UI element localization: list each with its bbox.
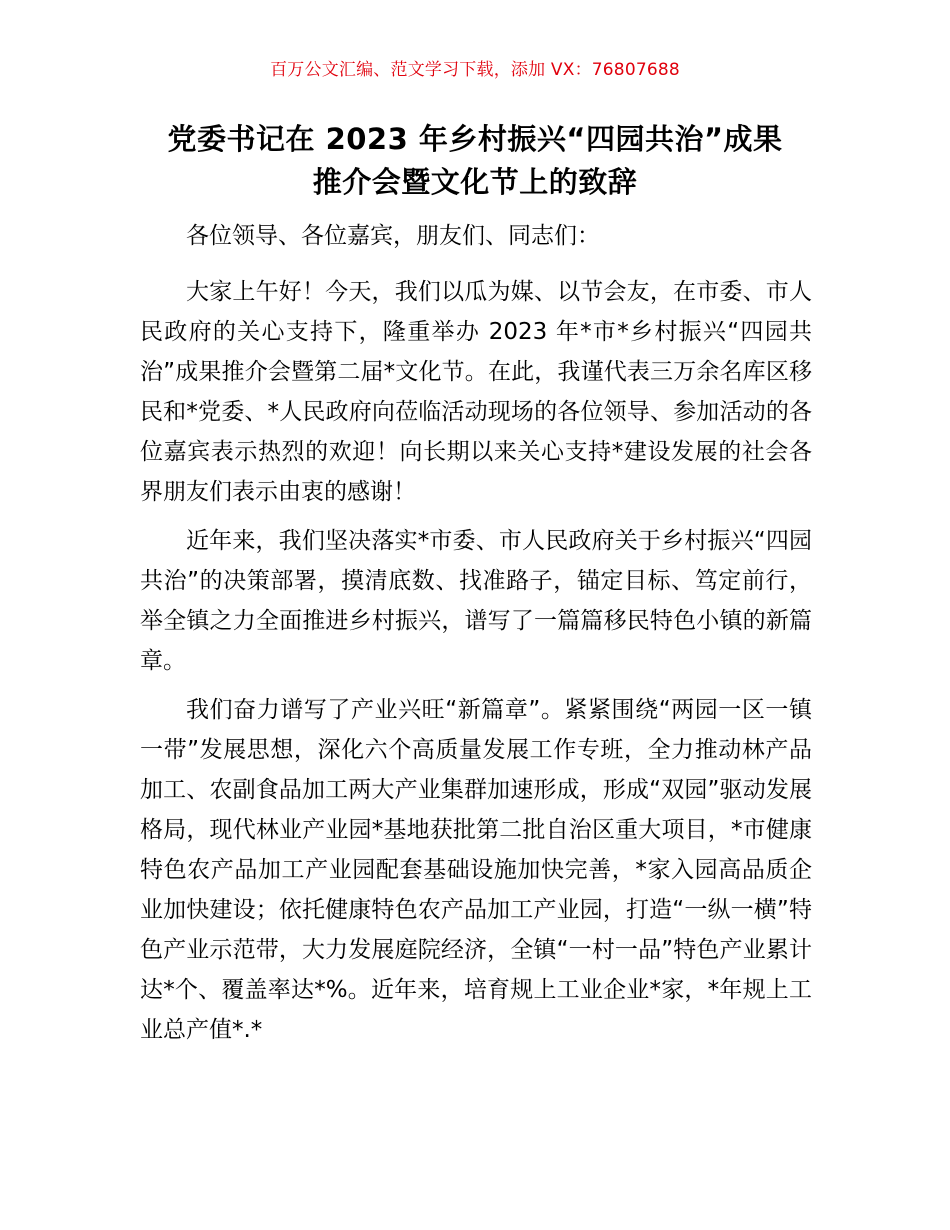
overview-paragraph: 近年来，我们坚决落实*市委、市人民政府关于乡村振兴“四园共治”的决策部署，摸清底数、找准路子，锚定目标、笃定前行，举全镇之力全面推进乡村振兴，谱写了一篇篇移民特色小镇的新篇章。 [140, 528, 812, 674]
greeting-paragraph: 大家上午好！今天，我们以瓜为媒、以节会友，在市委、市人民政府的关心支持下，隆重举办 2023 年*市*乡村振兴“四园共治”成果推介会暨第二届*文化节。在此，我谨代表三万余名库区移民和*党委、*人民政府向莅临活动现场的各位领导、参加活动的各位嘉宾表示热烈的欢迎！向长期以来关心支持*建设发展的社会各界朋友们表示由衷的感谢！ [140, 279, 812, 505]
document-title-line-2: 推介会暨文化节上的致辞 [312, 165, 638, 199]
header-promo-note: 百万公文汇编、范文学习下载，添加 VX：76807688 [270, 60, 680, 80]
salutation-paragraph: 各位领导、各位嘉宾，朋友们、同志们： [186, 223, 600, 249]
document-title-line-1: 党委书记在 2023 年乡村振兴“四园共治”成果 [167, 122, 783, 156]
industry-paragraph: 我们奋力谱写了产业兴旺“新篇章”。紧紧围绕“两园一区一镇一带”发展思想，深化六个高质量发展工作专班，全力推动林产品加工、农副食品加工两大产业集群加速形成，形成“双园”驱动发展格局，现代林业产业园*基地获批第二批自治区重大项目，*市健康特色农产品加工产业园配套基础设施加快完善，*家入园高品质企业加快建设；依托健康特色农产品加工产业园，打造“一纵一横”特色产业示范带，大力发展庭院经济，全镇“一村一品”特色产业累计达*个、覆盖率达*%。近年来，培育规上工业企业*家，*年规上工业总产值*.* [140, 697, 812, 1043]
document-body [140, 216, 812, 1059]
document-title [120, 118, 830, 204]
